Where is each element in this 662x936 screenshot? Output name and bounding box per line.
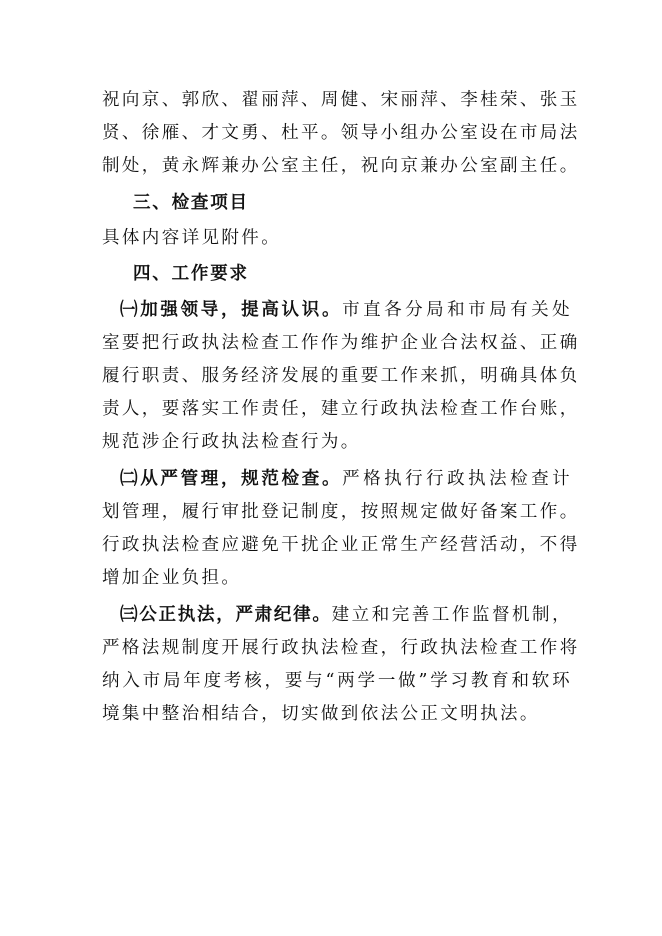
- item2-title: ㈡从严管理，规范检查。: [120, 469, 343, 489]
- item2-line-2: 划管理，履行审批登记制度，按照规定做好备案工作。: [102, 502, 580, 522]
- item3-line-1-text: 建立和完善工作监督机制，: [331, 605, 572, 625]
- item1-line-5: 规范涉企行政执法检查行为。: [102, 432, 361, 452]
- intro-line-1: 祝向京、郭欣、翟丽萍、周健、宋丽萍、李桂荣、张玉: [102, 90, 580, 110]
- item3-line-3: 纳入市局年度考核，要与“两学一做”学习教育和软环: [102, 671, 572, 691]
- item1-line-1: [120, 298, 572, 322]
- section3-body: 具体内容详见附件。: [102, 228, 282, 248]
- item3-title: ㈢公正执法，严肃纪律。: [120, 605, 332, 625]
- item2-line-3: 行政执法检查应避免干扰企业正常生产经营活动，不得: [102, 535, 580, 555]
- intro-line-3: 制处，黄永辉兼办公室主任，祝向京兼办公室副主任。: [102, 156, 580, 176]
- item3-line-4: 境集中整治相结合，切实做到依法公正文明执法。: [102, 704, 540, 724]
- item2-line-1-text: 严格执行行政执法检查计: [342, 469, 572, 489]
- item3-line-1: [120, 603, 572, 627]
- intro-line-2: 贤、徐雁、才文勇、杜平。领导小组办公室设在市局法: [102, 123, 580, 143]
- item1-line-4: 责人，要落实工作责任，建立行政执法检查工作台账，: [102, 399, 580, 419]
- item1-line-1-text: 市直各分局和市局有关处: [342, 300, 572, 320]
- section-heading-inspection-items: 三、检查项目: [133, 193, 249, 213]
- item2-line-1: [120, 467, 572, 491]
- item2-line-4: 增加企业负担。: [102, 568, 242, 588]
- item1-line-2: 室要把行政执法检查工作作为维护企业合法权益、正确: [102, 333, 580, 353]
- section-heading-work-requirements: 四、工作要求: [133, 264, 249, 284]
- item1-title: ㈠加强领导，提高认识。: [120, 300, 343, 320]
- item1-line-3: 履行职责、服务经济发展的重要工作来抓，明确具体负: [102, 366, 580, 386]
- item3-line-2: 严格法规制度开展行政执法检查，行政执法检查工作将: [102, 638, 580, 658]
